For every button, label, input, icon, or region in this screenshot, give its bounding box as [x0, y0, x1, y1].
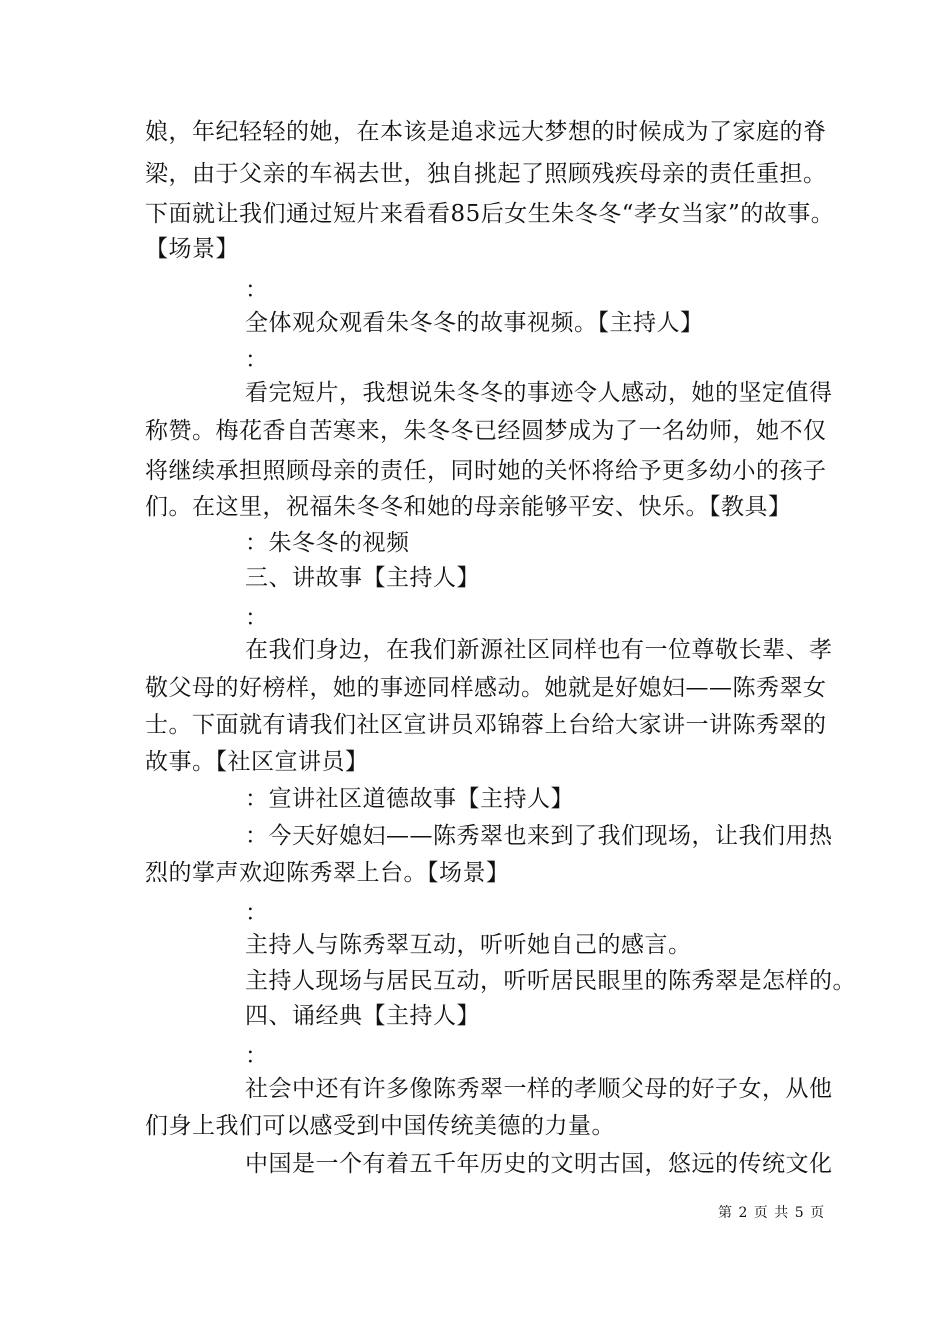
text-line: ： — [245, 277, 269, 303]
text-line: 全体观众观看朱冬冬的故事视频。【主持人】 — [245, 310, 704, 336]
text-line: ：今天好媳妇——陈秀翠也来到了我们现场，让我们用热 — [245, 823, 833, 849]
text-line: 社会中还有许多像陈秀翠一样的孝顺父母的好子女，从他 — [245, 1076, 833, 1102]
text-line: 主持人与陈秀翠互动，听听她自己的感言。 — [245, 932, 692, 958]
text-line: ： — [245, 605, 269, 631]
text-line: ：朱冬冬的视频 — [245, 530, 410, 556]
text-line: ： — [245, 900, 269, 926]
text-line: ：宣讲社区道德故事【主持人】 — [245, 786, 574, 812]
text-line: 三、讲故事【主持人】 — [245, 565, 480, 591]
text-line: ： — [245, 1043, 269, 1069]
text-line: 【场景】 — [145, 236, 239, 262]
text-line: 下面就让我们通过短片来看看85后女生朱冬冬“孝女当家”的故事。 — [145, 201, 835, 227]
text-line: 称赞。梅花香自苦寒来，朱冬冬已经圆梦成为了一名幼师，她不仅 — [145, 418, 827, 444]
text-line: 四、诵经典【主持人】 — [245, 1003, 480, 1029]
page-number: 第 2 页 共 5 页 — [718, 1205, 826, 1221]
text-line: 梁，由于父亲的车祸去世，独自挑起了照顾残疾母亲的责任重担。 — [145, 161, 827, 187]
text-line: 敬父母的好榜样，她的事迹同样感动。她就是好媳妇——陈秀翠女 — [145, 675, 827, 701]
text-line: 中国是一个有着五千年历史的文明古国，悠远的传统文化 — [245, 1151, 833, 1177]
text-line: 看完短片，我想说朱冬冬的事迹令人感动，她的坚定值得 — [245, 380, 833, 406]
text-line: 娘，年纪轻轻的她，在本该是追求远大梦想的时候成为了家庭的脊 — [145, 119, 827, 145]
text-line: 主持人现场与居民互动，听听居民眼里的陈秀翠是怎样的。 — [245, 968, 856, 994]
text-line: 将继续承担照顾母亲的责任，同时她的关怀将给予更多幼小的孩子 — [145, 458, 827, 484]
text-line: 在我们身边，在我们新源社区同样也有一位尊敬长辈、孝 — [245, 637, 833, 663]
text-line: ： — [245, 347, 269, 373]
text-line: 们。在这里，祝福朱冬冬和她的母亲能够平安、快乐。【教具】 — [145, 494, 792, 520]
text-line: 故事。【社区宣讲员】 — [145, 749, 369, 775]
text-line: 烈的掌声欢迎陈秀翠上台。【场景】 — [145, 860, 510, 886]
text-line: 们身上我们可以感受到中国传统美德的力量。 — [145, 1113, 615, 1139]
text-line: 士。下面就有请我们社区宣讲员邓锦蓉上台给大家讲一讲陈秀翠的 — [145, 712, 827, 738]
